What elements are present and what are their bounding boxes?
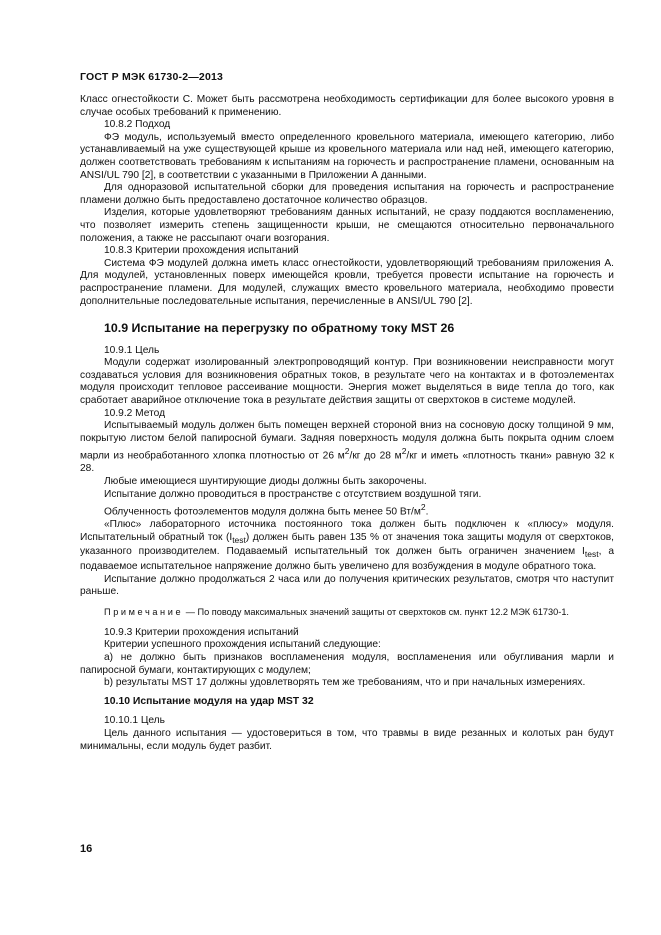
subsection-heading: 10.9.1 Цель [104,344,160,356]
section-title: 10.10 Испытание модуля на удар MST 32 [104,695,314,707]
paragraph: Система ФЭ модулей должна иметь класс огнестойкости, удовлетворяющий требованиям приложения А. Для модулей, установленных поверх имеющейся кровли, требуется провести испытание на горючесть и распространение пламени. Для модулей, служащих вместо кровельного материала, необходимо провести дополнительные последовательные испытания, перечисленные в ANSI/UL 790 [2]. [80,257,614,307]
document-body [80,94,614,753]
subsection-heading: 10.8.2 Подход [104,119,171,131]
paragraph: Цель данного испытания — удостовериться в том, что травмы в виде резанных и колотых ран будут минимальны, если модуль будет разбит. [80,727,614,752]
paragraph: Критерии успешного прохождения испытаний следующие: [104,639,381,651]
subsection-heading: 10.10.1 Цель [104,715,165,727]
subsection-heading: 10.8.3 Критерии прохождения испытаний [104,245,299,257]
paragraph: Испытание должно проводиться в пространстве с отсутствием воздушной тяги. [104,488,482,500]
paragraph: Испытываемый модуль должен быть помещен верхней стороной вниз на сосновую доску толщиной 9 мм, покрытую листом белой папиросной бумаги. Задняя поверхность модуля должна быть покрыта одним слоем марли из необработанного хлопка плотностью от 26 $м^2/кг$ до 28 $м^2/кг$ и иметь «плотность ткани» равную 32 к 28. [80,420,614,475]
note: Примечание — По поводу максимальных значений защиты от сверхтоков см. пункт 12.2 МЭК 61730-1. [104,606,569,617]
section-title: 10.9 Испытание на перегрузку по обратному току MST 26 [104,321,455,336]
paragraph: Изделия, которые удовлетворяют требованиям данных испытаний, не сразу поддаются воспламенению, что позволяет измерить степень защищенности крыши, не смещаются относительно первоначального положения, а также не рассыпают очаги возгорания. [80,207,614,244]
paragraph: Облученность фотоэлементов модуля должна быть менее 50 $Вт/м^2$. [104,502,429,518]
subsection-heading: 10.9.2 Метод [104,407,166,419]
note-label: Примечание [104,606,184,617]
paragraph: Модули содержат изолированный электропроводящий контур. При возникновении неисправности могут создаваться условия для возникновения обратных токов, в результате чего на контактах и в фотоэлементах модуля происходит тепловое рассеивание мощности. Энергия может выделяться в виде тепла до того, как сработает аварийное отключение тока в результате действия защиты от сверхтоков в системе модулей. [80,357,614,407]
paragraph: Для одноразовой испытательной сборки для проведения испытания на горючесть и распространение пламени должно быть предоставлено достаточное количество образцов. [80,182,614,206]
list-item: а) не должно быть признаков воспламенения модуля, воспламенения или обугливания марли и папиросной бумаги, контактирующих с модулем; [80,652,614,676]
subsection-heading: 10.9.3 Критерии прохождения испытаний [104,626,299,638]
page-number: 16 [80,843,93,855]
paragraph: ФЭ модуль, используемый вместо определенного кровельного материала, имеющего категорию, либо устанавливаемый на уже существующей крыше из кровельного материала или над ней, имеющего категорию, должен соответствовать требованиям к испытаниям на горючесть и распространение пламени, основанным на ANSI/UL 790 [2], в соответствии с указанными в Приложении А данными. [80,131,614,181]
paragraph: Любые имеющиеся шунтирующие диоды должны быть закорочены. [104,476,427,488]
list-item: b) результаты MST 17 должны удовлетворять тем же требованиям, что и при начальных измерениях. [104,677,586,689]
paragraph: «Плюс» лабораторного источника постоянного тока должен быть подключен к «плюсу» модуля. Испытательный обратный ток $(I_{test})$ должен быть равен 135 % от значения тока защиты модуля от сверхтоков, указанного производителем. Подаваемый испытательный ток должен быть ограничен значением $I_{test}$, а подаваемое испытательное напряжение должно быть увеличено для возбуждения в модуле обратного тока. [80,519,614,573]
paragraph: Класс огнестойкости С. Может быть рассмотрена необходимость сертификации для более высокого уровня в случае особых требований к применению. [80,94,614,118]
paragraph: Испытание должно продолжаться 2 часа или до получения критических результатов, смотря что наступит раньше. [80,573,614,598]
document-header: ГОСТ Р МЭК 61730-2—2013 [80,71,224,83]
